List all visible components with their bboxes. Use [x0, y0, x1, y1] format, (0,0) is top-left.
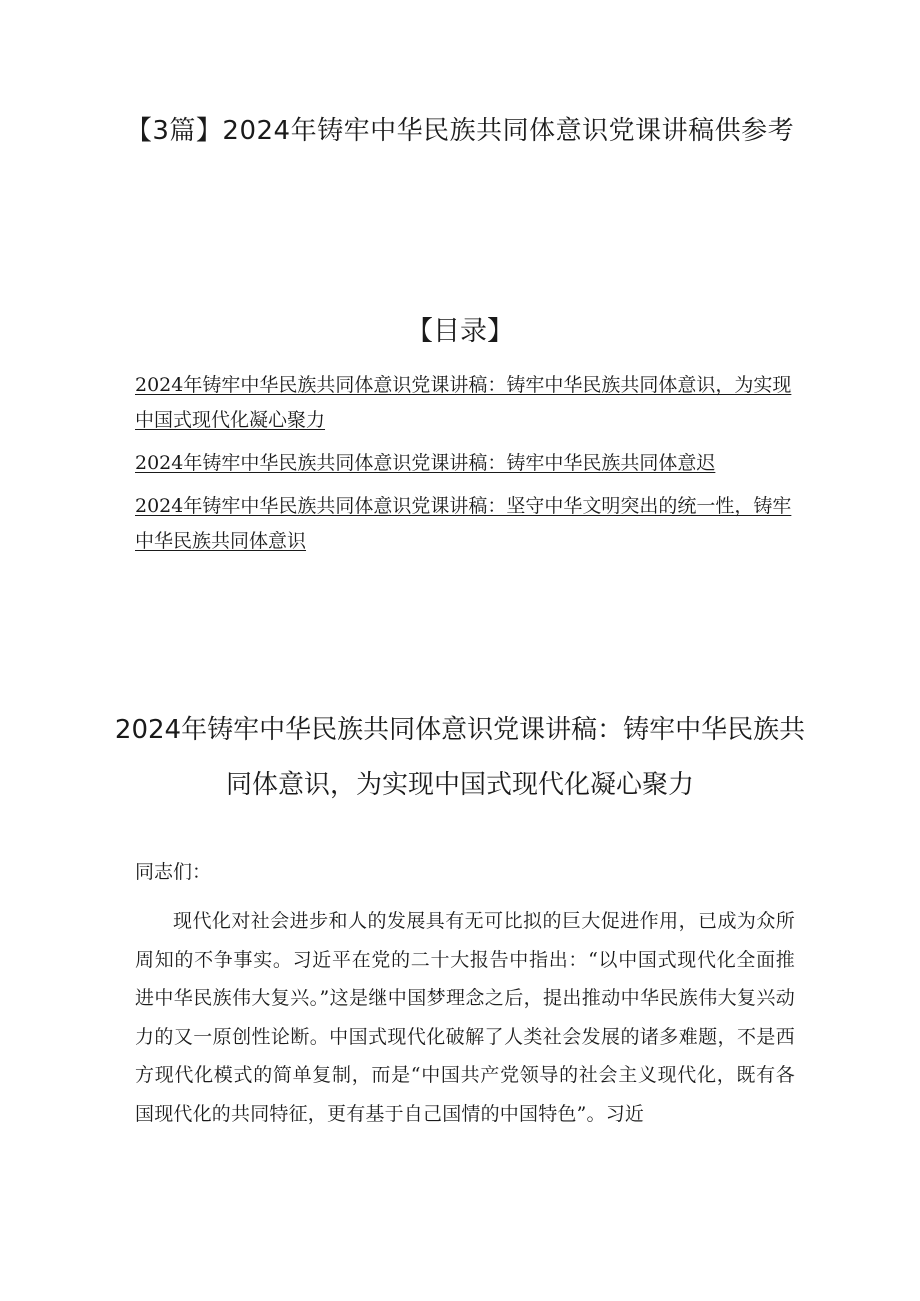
toc-link-2[interactable]: 2024年铸牢中华民族共同体意识党课讲稿：铸牢中华民族共同体意迟 — [135, 452, 716, 474]
table-of-contents — [135, 368, 795, 567]
toc-link-1[interactable]: 2024年铸牢中华民族共同体意识党课讲稿：铸牢中华民族共同体意识，为实现中国式现代化凝心聚力 — [135, 374, 792, 431]
salutation: 同志们： — [135, 861, 212, 883]
toc-heading: 【目录】 — [406, 316, 514, 347]
section-title: 2024年铸牢中华民族共同体意识党课讲稿：铸牢中华民族共同体意识，为实现中国式现代化凝心聚力 — [114, 715, 806, 800]
document-title: 【3篇】2024年铸牢中华民族共同体意识党课讲稿供参考 — [125, 116, 795, 146]
toc-link-3[interactable]: 2024年铸牢中华民族共同体意识党课讲稿：坚守中华文明突出的统一性，铸牢中华民族共同体意识 — [135, 495, 792, 552]
body-paragraph: 现代化对社会进步和人的发展具有无可比拟的巨大促进作用，已成为众所周知的不争事实。习近平在党的二十大报告中指出：“以中国式现代化全面推进中华民族伟大复兴。”这是继中国梦理念之后，提出推动中华民族伟大复兴动力的又一原创性论断。中国式现代化破解了人类社会发展的诸多难题，不是西方现代化模式的简单复制，而是“中国共产党领导的社会主义现代化，既有各国现代化的共同特征，更有基于自己国情的中国特色”。习近 — [135, 910, 795, 1125]
